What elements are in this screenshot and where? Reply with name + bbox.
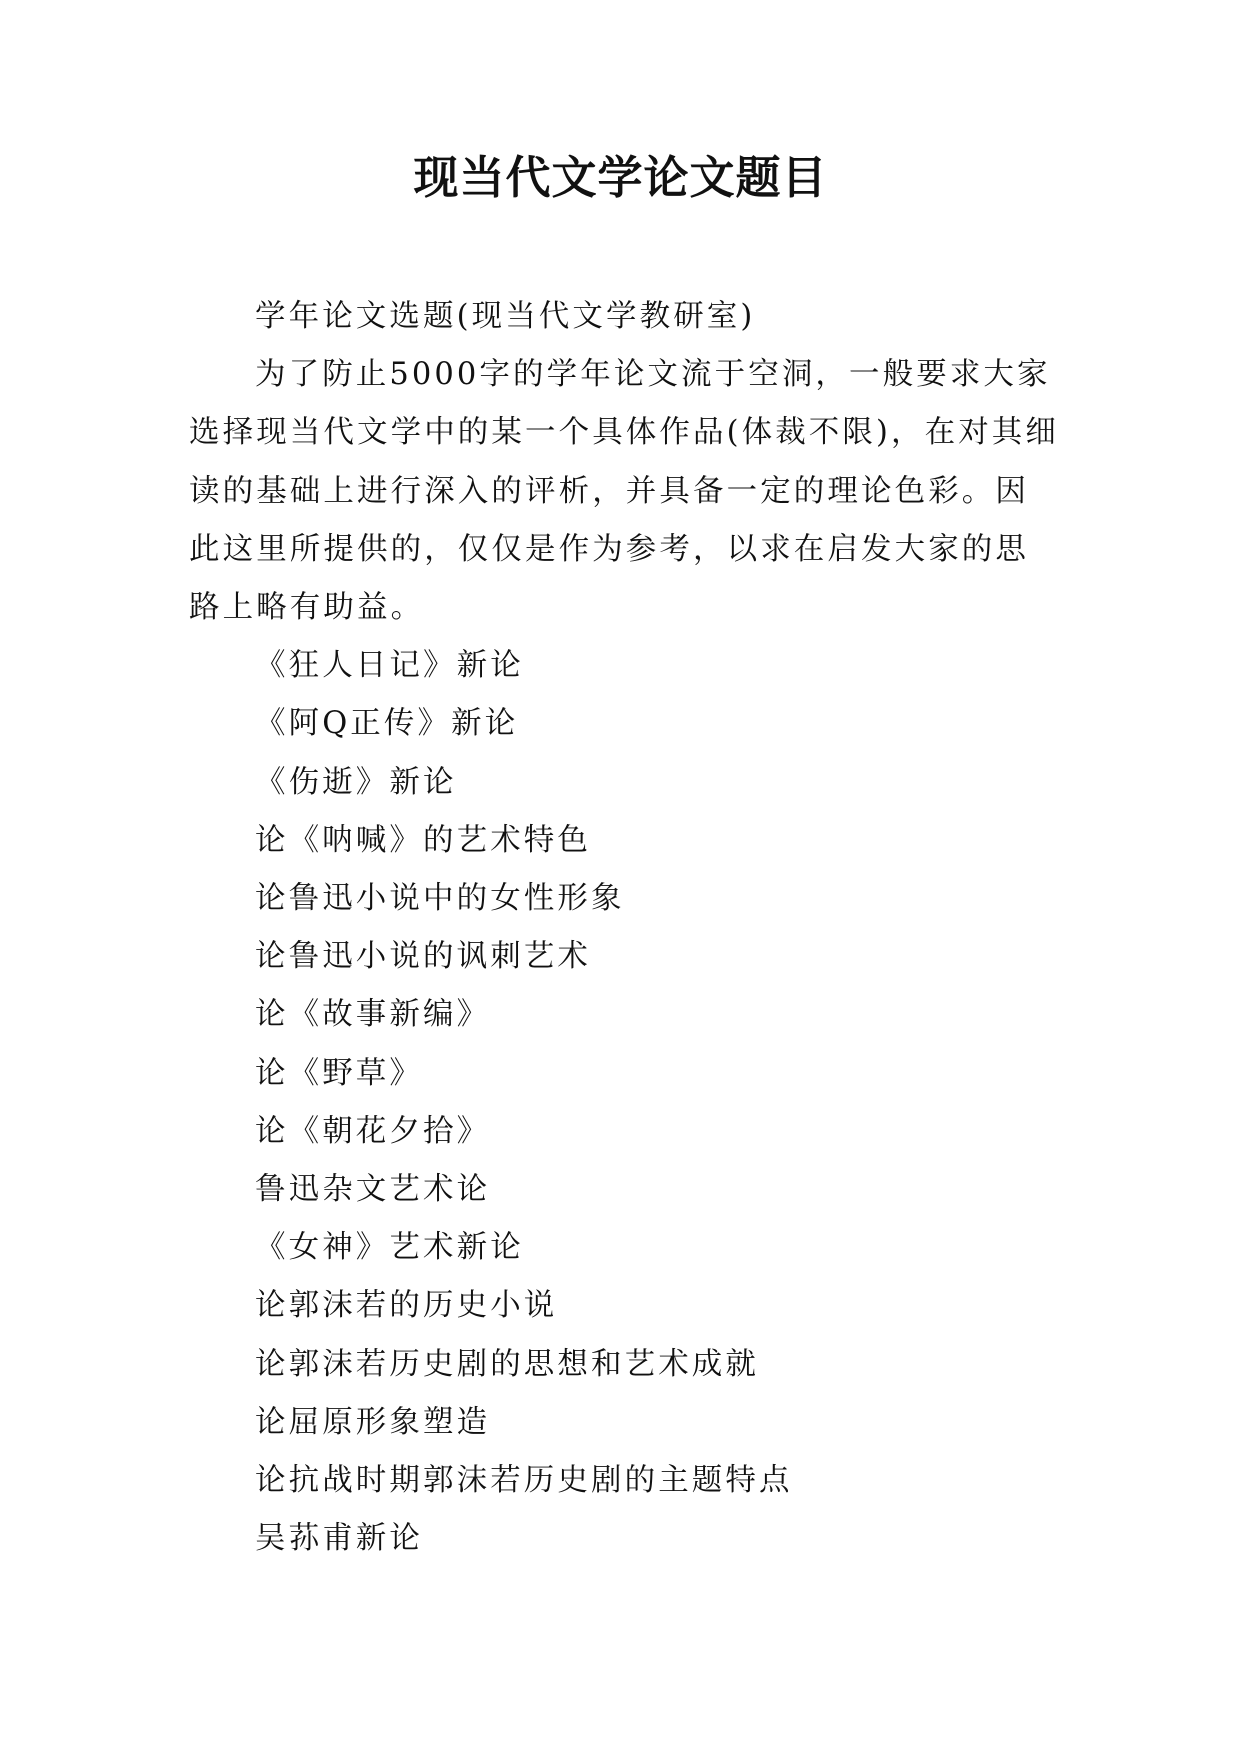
topic-item: 《女神》艺术新论 — [255, 1230, 524, 1266]
topic-item: 《伤逝》新论 — [255, 764, 457, 800]
intro-paragraph: 为了防止5000字的学年论文流于空洞，一般要求大家选择现当代文学中的某一个具体作品(体裁不限)，在对其细读的基础上进行深入的评析，并具备一定的理论色彩。因此这里所提供的，仅仅是作为参考，以求在启发大家的思路上略有助益。 — [189, 357, 1059, 626]
topic-list — [189, 637, 1059, 1568]
topic-item: 论鲁迅小说中的女性形象 — [255, 881, 625, 917]
subtitle-paragraph: 学年论文选题(现当代文学教研室) — [255, 299, 756, 334]
topic-item: 论郭沫若的历史小说 — [255, 1288, 558, 1324]
topic-item: 论《朝花夕拾》 — [255, 1113, 491, 1149]
topic-item: 鲁迅杂文艺术论 — [255, 1172, 491, 1208]
topic-item: 《阿Q正传》新论 — [255, 706, 519, 742]
topic-item: 论屈原形象塑造 — [255, 1404, 491, 1440]
topic-item: 论鲁迅小说的讽刺艺术 — [255, 939, 591, 975]
topic-item: 论抗战时期郭沫若历史剧的主题特点 — [255, 1463, 793, 1499]
document-title: 现当代文学论文题目 — [413, 151, 828, 204]
topic-item: 《狂人日记》新论 — [255, 648, 524, 684]
topic-item: 论《野草》 — [255, 1055, 423, 1091]
document-body — [189, 288, 1059, 1568]
topic-item: 论《呐喊》的艺术特色 — [255, 822, 591, 858]
topic-item: 论《故事新编》 — [255, 997, 491, 1033]
topic-item: 论郭沫若历史剧的思想和艺术成就 — [255, 1346, 759, 1382]
topic-item: 吴荪甫新论 — [255, 1521, 423, 1557]
